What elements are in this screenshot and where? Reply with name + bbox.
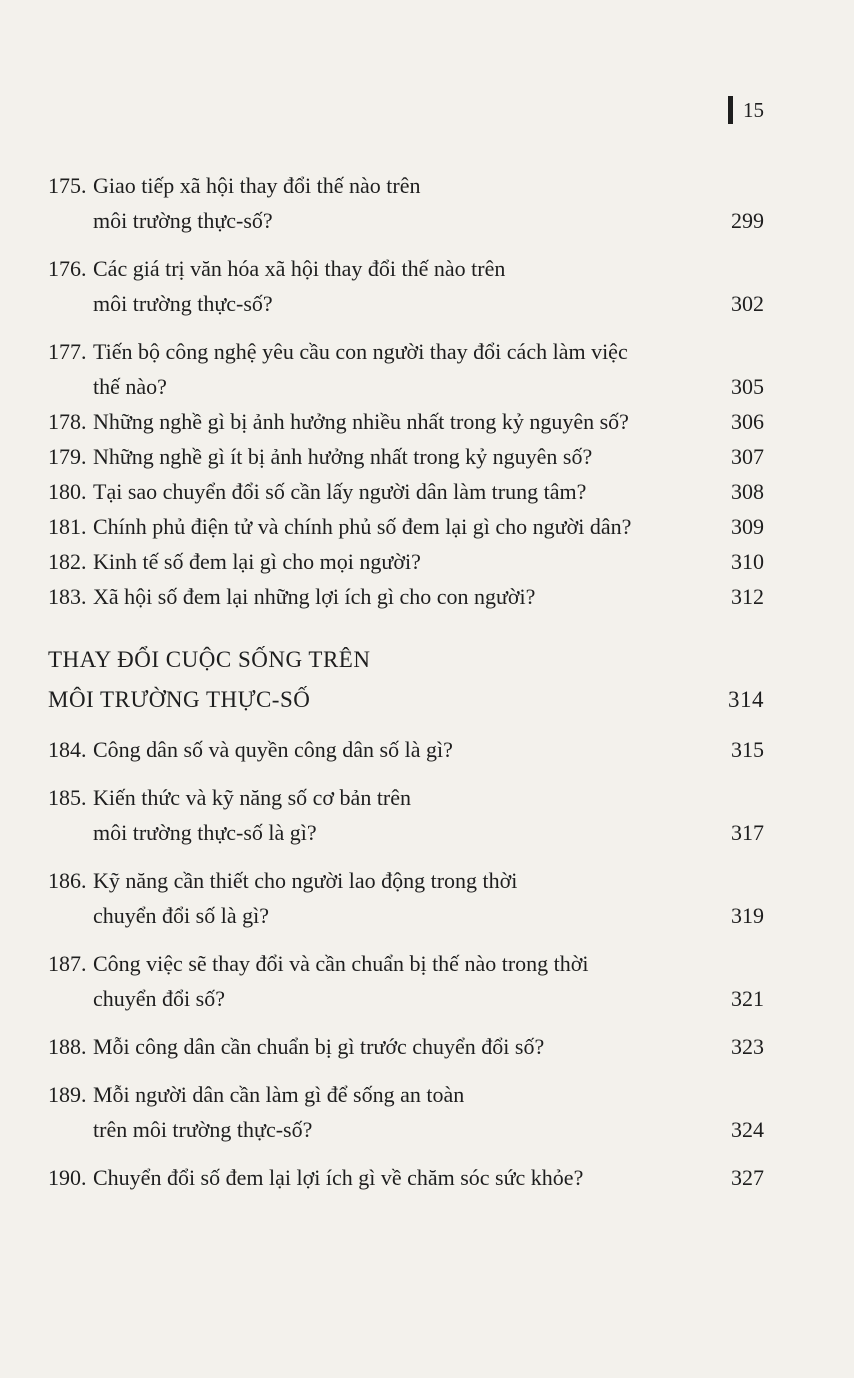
table-of-contents <box>48 168 764 1208</box>
toc-entry-page: 306 <box>731 409 764 434</box>
toc-entry-line <box>48 404 764 439</box>
section-heading-line <box>48 680 764 720</box>
toc-entry-line <box>48 286 764 321</box>
toc-entry <box>48 509 764 544</box>
toc-entry-page: 309 <box>731 514 764 539</box>
toc-entry-line <box>48 1160 764 1195</box>
toc-entry-line <box>48 544 764 579</box>
toc-entry-title: Xã hội số đem lại những lợi ích gì cho con người? <box>93 584 536 609</box>
toc-entry-page: 319 <box>731 903 764 928</box>
toc-entry <box>48 251 764 321</box>
toc-entry-line <box>48 1112 764 1147</box>
toc-entry-page: 307 <box>731 444 764 469</box>
toc-entry-text-wrap <box>48 168 420 203</box>
toc-entry-line <box>48 251 764 286</box>
toc-entry-number: 184. <box>48 737 87 762</box>
toc-entry-page: 302 <box>731 291 764 316</box>
toc-entry-line <box>48 334 764 369</box>
toc-entry-line <box>48 981 764 1016</box>
toc-entry-text-wrap <box>48 946 589 981</box>
toc-entry-page: 312 <box>731 584 764 609</box>
toc-entry-title: Các giá trị văn hóa xã hội thay đổi thế nào trên <box>93 256 506 281</box>
toc-entry-page: 323 <box>731 1034 764 1059</box>
toc-entry-title: Mỗi công dân cần chuẩn bị gì trước chuyển đổi số? <box>93 1034 545 1059</box>
toc-entry-line <box>48 168 764 203</box>
toc-entry-number: 177. <box>48 339 87 364</box>
toc-entry-number: 182. <box>48 549 87 574</box>
toc-entry-line <box>48 203 764 238</box>
toc-entry-title: Kỹ năng cần thiết cho người lao động trong thời <box>93 868 518 893</box>
toc-entry-page: 315 <box>731 737 764 762</box>
toc-entry-title: Chính phủ điện tử và chính phủ số đem lại gì cho người dân? <box>93 514 632 539</box>
toc-entry-text-wrap <box>48 863 517 898</box>
toc-entry-text-wrap <box>48 203 273 238</box>
toc-entry-text-wrap <box>48 474 586 509</box>
toc-entry-text-wrap <box>48 369 167 404</box>
toc-entry-number: 189. <box>48 1082 87 1107</box>
toc-entry-line <box>48 946 764 981</box>
toc-entry-text-wrap <box>48 439 592 474</box>
toc-entry-title: Giao tiếp xã hội thay đổi thế nào trên <box>93 173 421 198</box>
toc-entry-title: Tiến bộ công nghệ yêu cầu con người thay đổi cách làm việc <box>93 339 628 364</box>
toc-entry-number: 179. <box>48 444 87 469</box>
section-heading-line <box>48 640 764 680</box>
toc-entry-text-wrap <box>48 579 535 614</box>
toc-entry-page: 321 <box>731 986 764 1011</box>
toc-entry-line <box>48 439 764 474</box>
toc-entry-text-wrap <box>48 509 631 544</box>
toc-entry-title: Những nghề gì bị ảnh hưởng nhiều nhất trong kỷ nguyên số? <box>93 409 629 434</box>
toc-entry-text-wrap <box>48 1160 583 1195</box>
toc-entry <box>48 579 764 614</box>
toc-entry-page: 317 <box>731 820 764 845</box>
toc-entry-title: Chuyển đổi số đem lại lợi ích gì về chăm sóc sức khỏe? <box>93 1165 584 1190</box>
toc-entry-line <box>48 732 764 767</box>
toc-entry-number: 176. <box>48 256 87 281</box>
toc-entry <box>48 404 764 439</box>
toc-entry-text-wrap <box>48 780 411 815</box>
header-bar <box>728 96 733 124</box>
toc-entry <box>48 474 764 509</box>
toc-entry-title: chuyển đổi số là gì? <box>93 903 269 928</box>
toc-entry-text-wrap <box>48 404 629 439</box>
toc-entry-title: môi trường thực-số? <box>93 208 273 233</box>
toc-entry-text-wrap <box>48 334 628 369</box>
section-heading-page: 314 <box>728 687 764 712</box>
toc-entry-line <box>48 863 764 898</box>
toc-entry-text-wrap <box>48 981 225 1016</box>
toc-entry-line <box>48 1029 764 1064</box>
toc-entry-number: 175. <box>48 173 87 198</box>
toc-entry-title: môi trường thực-số? <box>93 291 273 316</box>
toc-entry <box>48 863 764 933</box>
toc-entry <box>48 1077 764 1147</box>
toc-entry-text-wrap <box>48 286 273 321</box>
toc-entry-text-wrap <box>48 815 317 850</box>
toc-entry-text-wrap <box>48 1112 312 1147</box>
toc-entry-title: Công việc sẽ thay đổi và cần chuẩn bị thế nào trong thời <box>93 951 589 976</box>
toc-entry <box>48 439 764 474</box>
section-heading-text: MÔI TRƯỜNG THỰC-SỐ <box>48 687 311 712</box>
toc-entry <box>48 1029 764 1064</box>
toc-entry-page: 310 <box>731 549 764 574</box>
toc-entry-number: 187. <box>48 951 87 976</box>
toc-entry-text-wrap <box>48 1077 464 1112</box>
toc-entry-title: chuyển đổi số? <box>93 986 225 1011</box>
toc-entry <box>48 334 764 404</box>
toc-entry-title: Tại sao chuyển đổi số cần lấy người dân làm trung tâm? <box>93 479 587 504</box>
toc-entry <box>48 780 764 850</box>
toc-entry-line <box>48 579 764 614</box>
toc-entry-number: 180. <box>48 479 87 504</box>
toc-entry <box>48 168 764 238</box>
toc-entry <box>48 1160 764 1195</box>
toc-entry-title: Kinh tế số đem lại gì cho mọi người? <box>93 549 421 574</box>
toc-entry-text-wrap <box>48 898 269 933</box>
toc-entry-text-wrap <box>48 251 505 286</box>
toc-entry-line <box>48 780 764 815</box>
section-heading-text: THAY ĐỔI CUỘC SỐNG TRÊN <box>48 647 371 672</box>
toc-entry <box>48 544 764 579</box>
toc-entry-line <box>48 509 764 544</box>
toc-entry-text-wrap <box>48 1029 544 1064</box>
toc-entry-page: 299 <box>731 208 764 233</box>
toc-entry-number: 186. <box>48 868 87 893</box>
toc-entry <box>48 946 764 1016</box>
toc-entry <box>48 732 764 767</box>
toc-entry-title: Công dân số và quyền công dân số là gì? <box>93 737 453 762</box>
toc-entry-line <box>48 815 764 850</box>
toc-entry-page: 305 <box>731 374 764 399</box>
toc-entry-line <box>48 369 764 404</box>
toc-entry-number: 190. <box>48 1165 87 1190</box>
toc-entry-page: 324 <box>731 1117 764 1142</box>
toc-entry-title: Những nghề gì ít bị ảnh hưởng nhất trong kỷ nguyên số? <box>93 444 593 469</box>
toc-entry-number: 181. <box>48 514 87 539</box>
toc-entry-title: Mỗi người dân cần làm gì để sống an toàn <box>93 1082 465 1107</box>
page-header <box>728 96 764 124</box>
toc-entry-line <box>48 1077 764 1112</box>
toc-entry-title: môi trường thực-số là gì? <box>93 820 317 845</box>
toc-entry-number: 183. <box>48 584 87 609</box>
toc-entry-line <box>48 474 764 509</box>
section-heading <box>48 640 764 720</box>
toc-entry-title: Kiến thức và kỹ năng số cơ bản trên <box>93 785 412 810</box>
toc-entry-page: 308 <box>731 479 764 504</box>
toc-entry-text-wrap <box>48 544 421 579</box>
toc-entry-line <box>48 898 764 933</box>
page-number: 15 <box>743 97 764 122</box>
toc-entry-page: 327 <box>731 1165 764 1190</box>
toc-entry-title: trên môi trường thực-số? <box>93 1117 313 1142</box>
toc-entry-number: 188. <box>48 1034 87 1059</box>
toc-entry-number: 185. <box>48 785 87 810</box>
toc-entry-text-wrap <box>48 732 453 767</box>
toc-entry-title: thế nào? <box>93 374 167 399</box>
toc-entry-number: 178. <box>48 409 87 434</box>
